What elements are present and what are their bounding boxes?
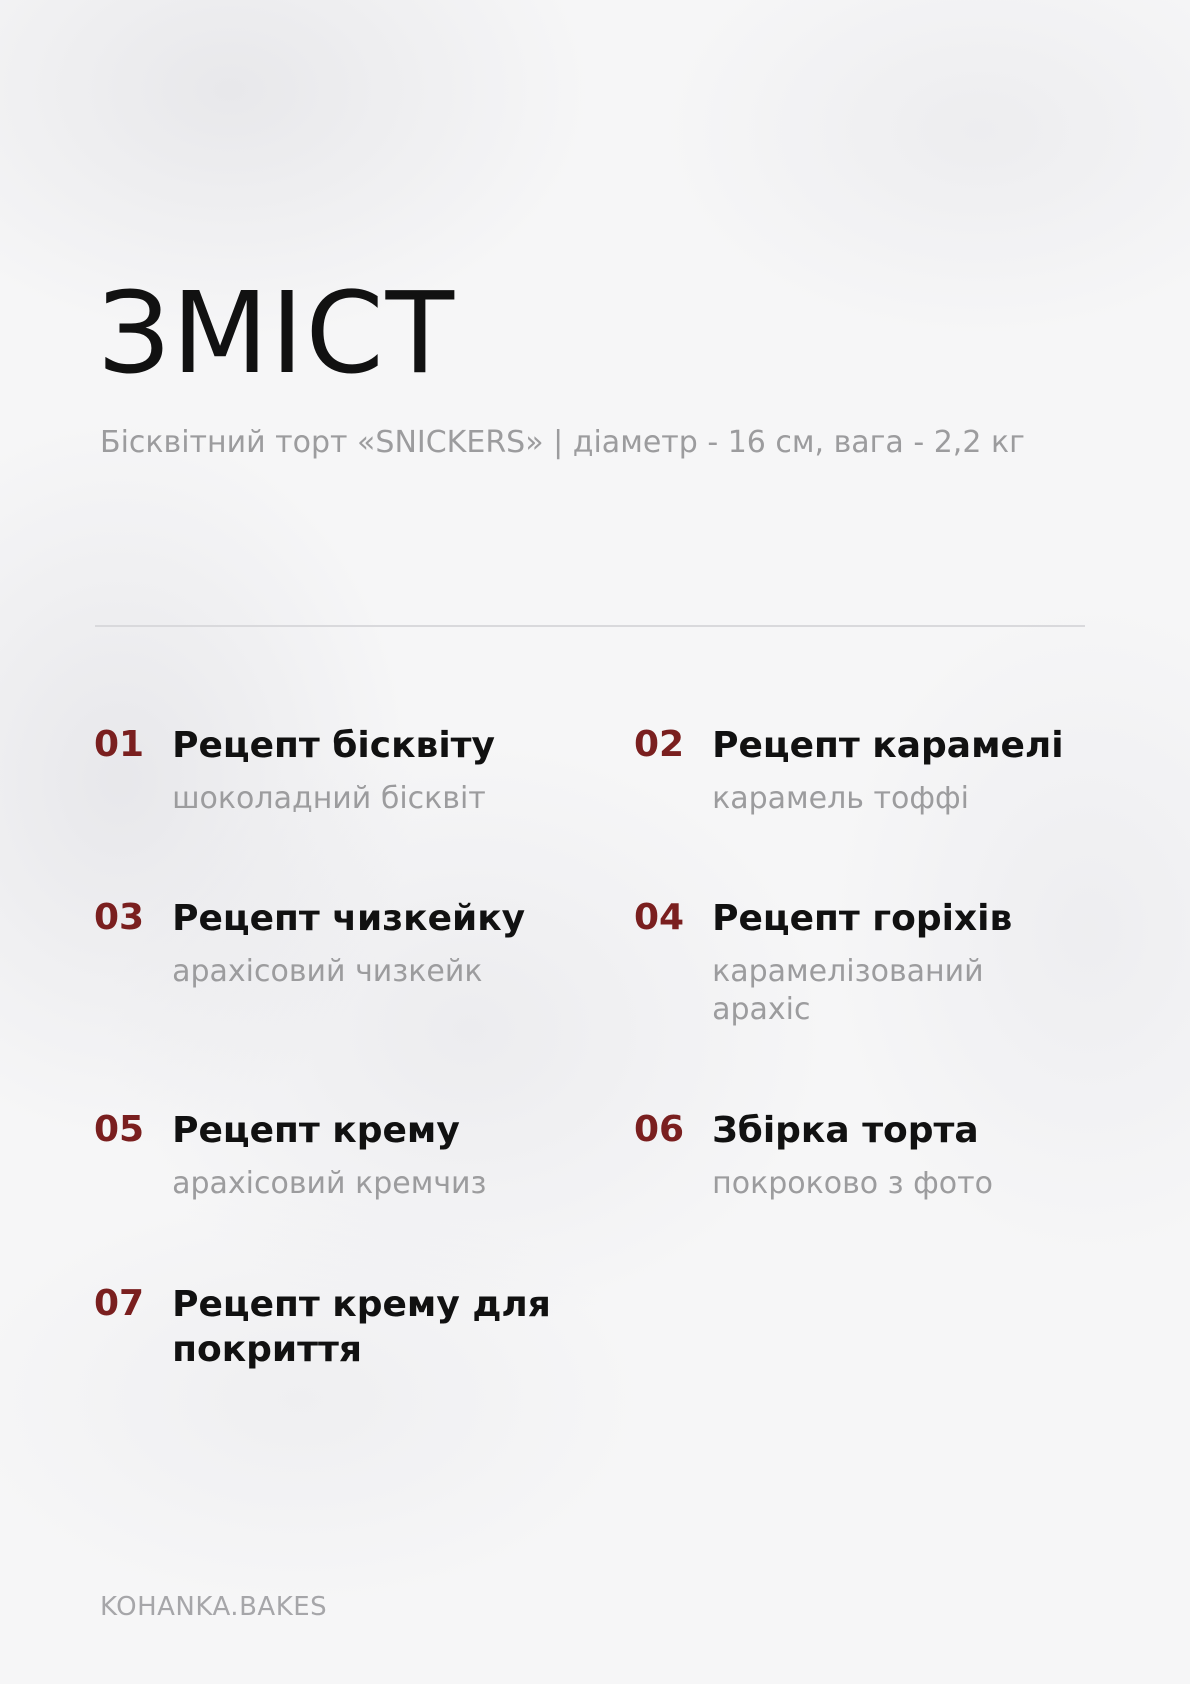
section-divider [95,625,1085,627]
toc-item-heading: Рецепт чизкейку [172,898,526,939]
toc-item-caption: карамелізований арахіс [712,954,984,1027]
toc-item-heading: Рецепт карамелі [712,725,1064,766]
toc-item-number: 05 [94,1109,145,1150]
toc-item-caption: арахісовий кремчиз [172,1166,487,1201]
toc-item-nuts [634,896,1042,1028]
toc-item-text [172,1108,486,1203]
toc-item-number: 04 [634,897,685,938]
page-title: ЗМІСТ [98,269,457,399]
toc-item-number: 01 [94,724,145,765]
page-subtitle: Бісквітний торт «SNICKERS» | діаметр - 16 см, вага - 2,2 кг [100,425,1025,460]
toc-item-cream [94,1108,487,1203]
toc-item-caption: арахісовий чизкейк [172,954,483,989]
toc-item-text [172,1282,552,1372]
toc-item-cheesecake [94,896,525,991]
toc-item-heading: Рецепт крему для покриття [172,1284,551,1370]
toc-item-heading: Рецепт горіхів [712,898,1013,939]
toc-item-caption: карамель тоффі [712,781,969,816]
toc-item-number: 02 [634,724,685,765]
toc-item-coating-cream [94,1282,552,1372]
toc-item-caramel [634,723,1064,818]
toc-item-biscuit [94,723,495,818]
toc-item-heading: Рецепт крему [172,1110,460,1151]
toc-item-number: 03 [94,897,145,938]
toc-item-text [712,723,1064,818]
toc-item-text [172,723,495,818]
toc-item-assembly [634,1108,993,1203]
toc-item-number: 06 [634,1109,685,1150]
toc-item-text [172,896,525,991]
toc-item-heading: Рецепт бісквіту [172,725,495,766]
brand-name: KOHANKA.BAKES [100,1592,328,1622]
toc-item-caption: шоколадний бісквіт [172,781,486,816]
toc-item-caption: покроково з фото [712,1166,993,1201]
toc-item-heading: Збірка торта [712,1110,979,1151]
toc-item-text [712,1108,993,1203]
toc-item-text [712,896,1042,1028]
toc-item-number: 07 [94,1283,145,1324]
